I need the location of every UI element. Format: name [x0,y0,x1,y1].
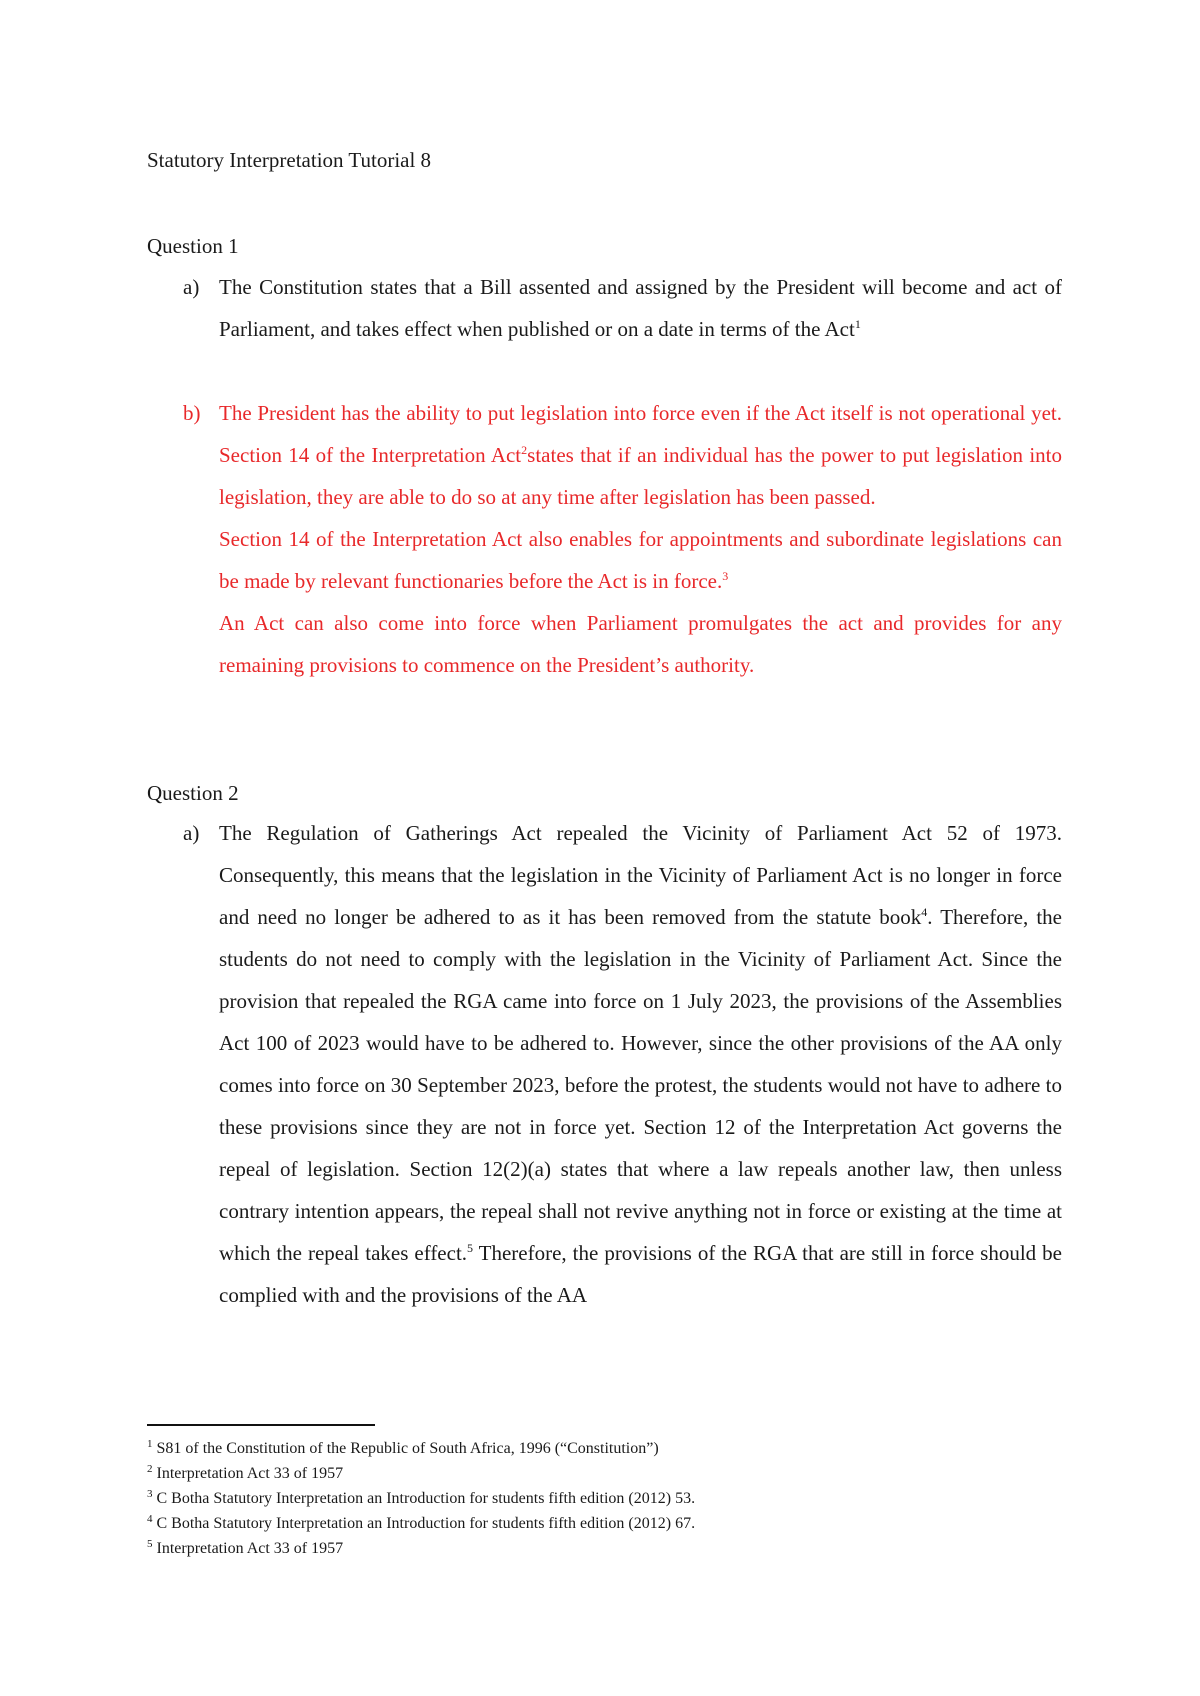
paragraph [219,518,1062,602]
paragraph [219,392,1062,518]
footnote-separator [147,1424,375,1426]
list-marker: a) [183,275,200,299]
footnote-ref: 4 [921,905,928,919]
question-1-part-b [147,392,1062,686]
footnote-number: 4 [147,1512,153,1525]
answer-text [219,266,1062,350]
answer-text-span: The Regulation of Gatherings Act repealed the Vicinity of Parliament Act 52 of 1973. Consequently, this means that the legislation in the Vicinity of Parliament Act is no longer in force and need no longer be adhered to as it has been removed from the statute book [219,821,1062,929]
question-2-heading: Question 2 [147,781,239,805]
footnote [147,1436,1047,1461]
paragraph: An Act can also come into force when Parliament promulgates the act and provides for any remaining provisions to commence on the President’s authority. [219,611,1062,677]
footnote [147,1486,1047,1511]
footnote-text: C Botha Statutory Interpretation an Introduction for students fifth edition (2012) 53. [156,1490,696,1507]
footnote [147,1536,1047,1561]
answer-text-span: Section 14 of the Interpretation Act also enables for appointments and subordinate legislations can be made by relevant functionaries before the Act is in force. [219,527,1062,593]
question-1-heading: Question 1 [147,234,239,258]
footnote-ref: 3 [722,569,729,583]
answer-text [219,392,1062,686]
footnote-number: 1 [147,1437,153,1450]
answer-text-span: The President has the ability to put legislation into force even if the Act itself is not operational yet. Section 14 of the Interpretation Act [219,401,1062,467]
footnote-number: 2 [147,1462,153,1475]
answer-text-span: The Constitution states that a Bill assented and assigned by the President will become and act of Parliament, and takes effect when published or on a date in terms of the Act [219,275,1062,341]
footnote-ref: 2 [521,443,528,457]
footnote [147,1511,1047,1536]
footnote-text: C Botha Statutory Interpretation an Introduction for students fifth edition (2012) 67. [156,1515,696,1532]
footnote-text: Interpretation Act 33 of 1957 [156,1465,344,1482]
footnotes [147,1436,1047,1561]
document-title: Statutory Interpretation Tutorial 8 [147,148,432,172]
answer-text [219,812,1062,1316]
list-marker: b) [183,401,201,425]
footnote-number: 5 [147,1537,153,1550]
question-2-part-a [147,812,1062,1316]
footnote-ref: 1 [854,317,861,331]
footnote-text: Interpretation Act 33 of 1957 [156,1540,344,1557]
answer-text-span: Therefore, the provisions of the RGA that are still in force should be complied with and the provisions of the AA [219,1241,1062,1307]
question-1-part-a [147,266,1062,350]
footnote-number: 3 [147,1487,153,1500]
footnote-ref: 5 [467,1241,474,1255]
list-marker: a) [183,821,200,845]
footnote [147,1461,1047,1486]
footnote-text: S81 of the Constitution of the Republic of South Africa, 1996 (“Constitution”) [156,1440,659,1457]
answer-text-span: states that if an individual has the power to put legislation into legislation, they are able to do so at any time after legislation has been passed. [219,443,1062,509]
answer-text-span: . Therefore, the students do not need to comply with the legislation in the Vicinity of Parliament Act. Since the provision that repealed the RGA came into force on 1 July 2023, the provisions of the Assemblies Act 100 of 2023 would have to be adhered to. However, since the other provisions of the AA only comes into force on 30 September 2023, before the protest, the students would not have to adhere to these provisions since they are not in force yet. Section 12 of the Interpretation Act governs the repeal of legislation. Section 12(2)(a) states that where a law repeals another law, then unless contrary intention appears, the repeal shall not revive anything not in force or existing at the time at which the repeal takes effect. [219,905,1063,1265]
